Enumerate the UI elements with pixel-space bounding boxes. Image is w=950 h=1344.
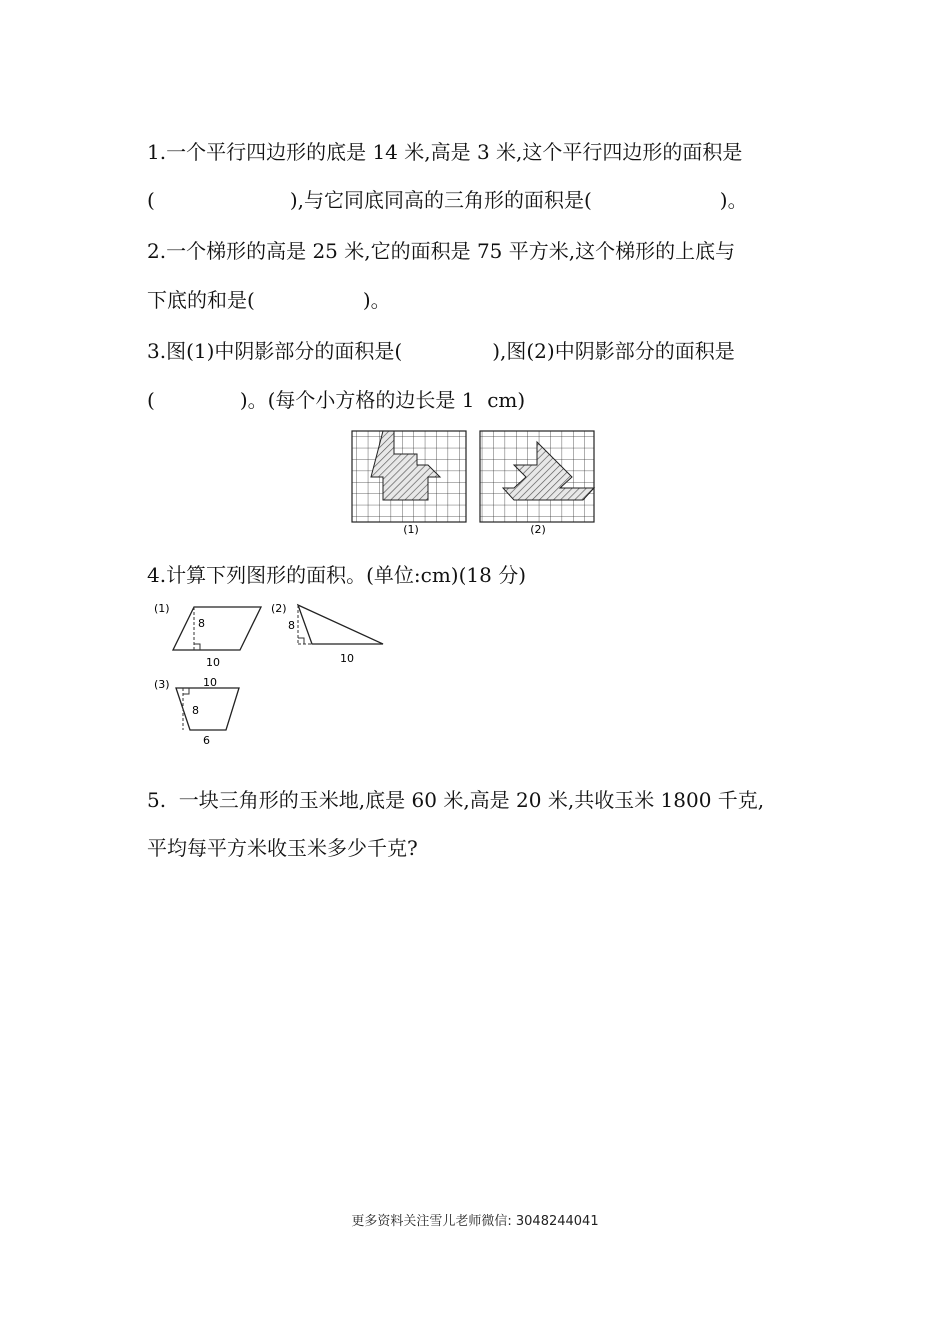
q1-open: (: [147, 188, 155, 212]
q2-line2: [147, 286, 391, 314]
grid-figure-1: [352, 431, 466, 522]
q2-line1: 2.一个梯形的高是 25 米,它的面积是 75 平方米,这个梯形的上底与: [147, 239, 736, 263]
q1-line1: 1.一个平行四边形的底是 14 米,高是 3 米,这个平行四边形的面积是: [147, 140, 743, 164]
q4-fig3-height: 8: [192, 704, 199, 717]
q5-line2: 平均每平方米收玉米多少千克?: [147, 836, 418, 860]
q3-grid-figures: [345, 425, 605, 537]
q1-close: )。: [719, 188, 748, 212]
fig2-label: (2): [530, 523, 546, 536]
q3-line1b: ),图(2)中阴影部分的面积是: [492, 339, 735, 363]
q4-fig1-label: (1): [154, 602, 170, 615]
q4-fig1-base: 10: [206, 656, 220, 669]
q4-fig2-height: 8: [288, 619, 295, 632]
q3-line1a: 3.图(1)中阴影部分的面积是(: [147, 339, 403, 363]
q1-line2: [147, 186, 748, 214]
trapezoid-figure: [154, 676, 239, 747]
q3-line1: [147, 337, 735, 365]
q4-fig3-label: (3): [154, 678, 170, 691]
q1-mid: ),与它同底同高的三角形的面积是(: [289, 188, 592, 212]
q4-fig2-label: (2): [271, 602, 287, 615]
q3-line2: [147, 386, 525, 414]
q3-line2a: (: [147, 388, 155, 412]
q4-fig2-base: 10: [340, 652, 354, 665]
triangle-figure: [271, 602, 383, 665]
q2-line2a: 下底的和是(: [147, 288, 255, 312]
grid-figure-2: [480, 431, 594, 522]
footer-note: 更多资料关注雪儿老师微信: 3048244041: [351, 1214, 599, 1229]
fig1-label: (1): [403, 523, 419, 536]
q2-line2b: )。: [362, 288, 391, 312]
q4-fig1-height: 8: [198, 617, 205, 630]
q4-fig3-bottom: 6: [203, 734, 210, 747]
q5-line1: 5. 一块三角形的玉米地,底是 60 米,高是 20 米,共收玉米 1800 千克,: [147, 788, 765, 812]
q4-title: 4.计算下列图形的面积。(单位:cm)(18 分): [147, 563, 527, 587]
q4-figures: [148, 598, 393, 753]
q3-line2b: )。(每个小方格的边长是 1 cm): [239, 388, 526, 412]
q4-fig3-top: 10: [203, 676, 217, 689]
parallelogram-figure: [154, 602, 261, 669]
